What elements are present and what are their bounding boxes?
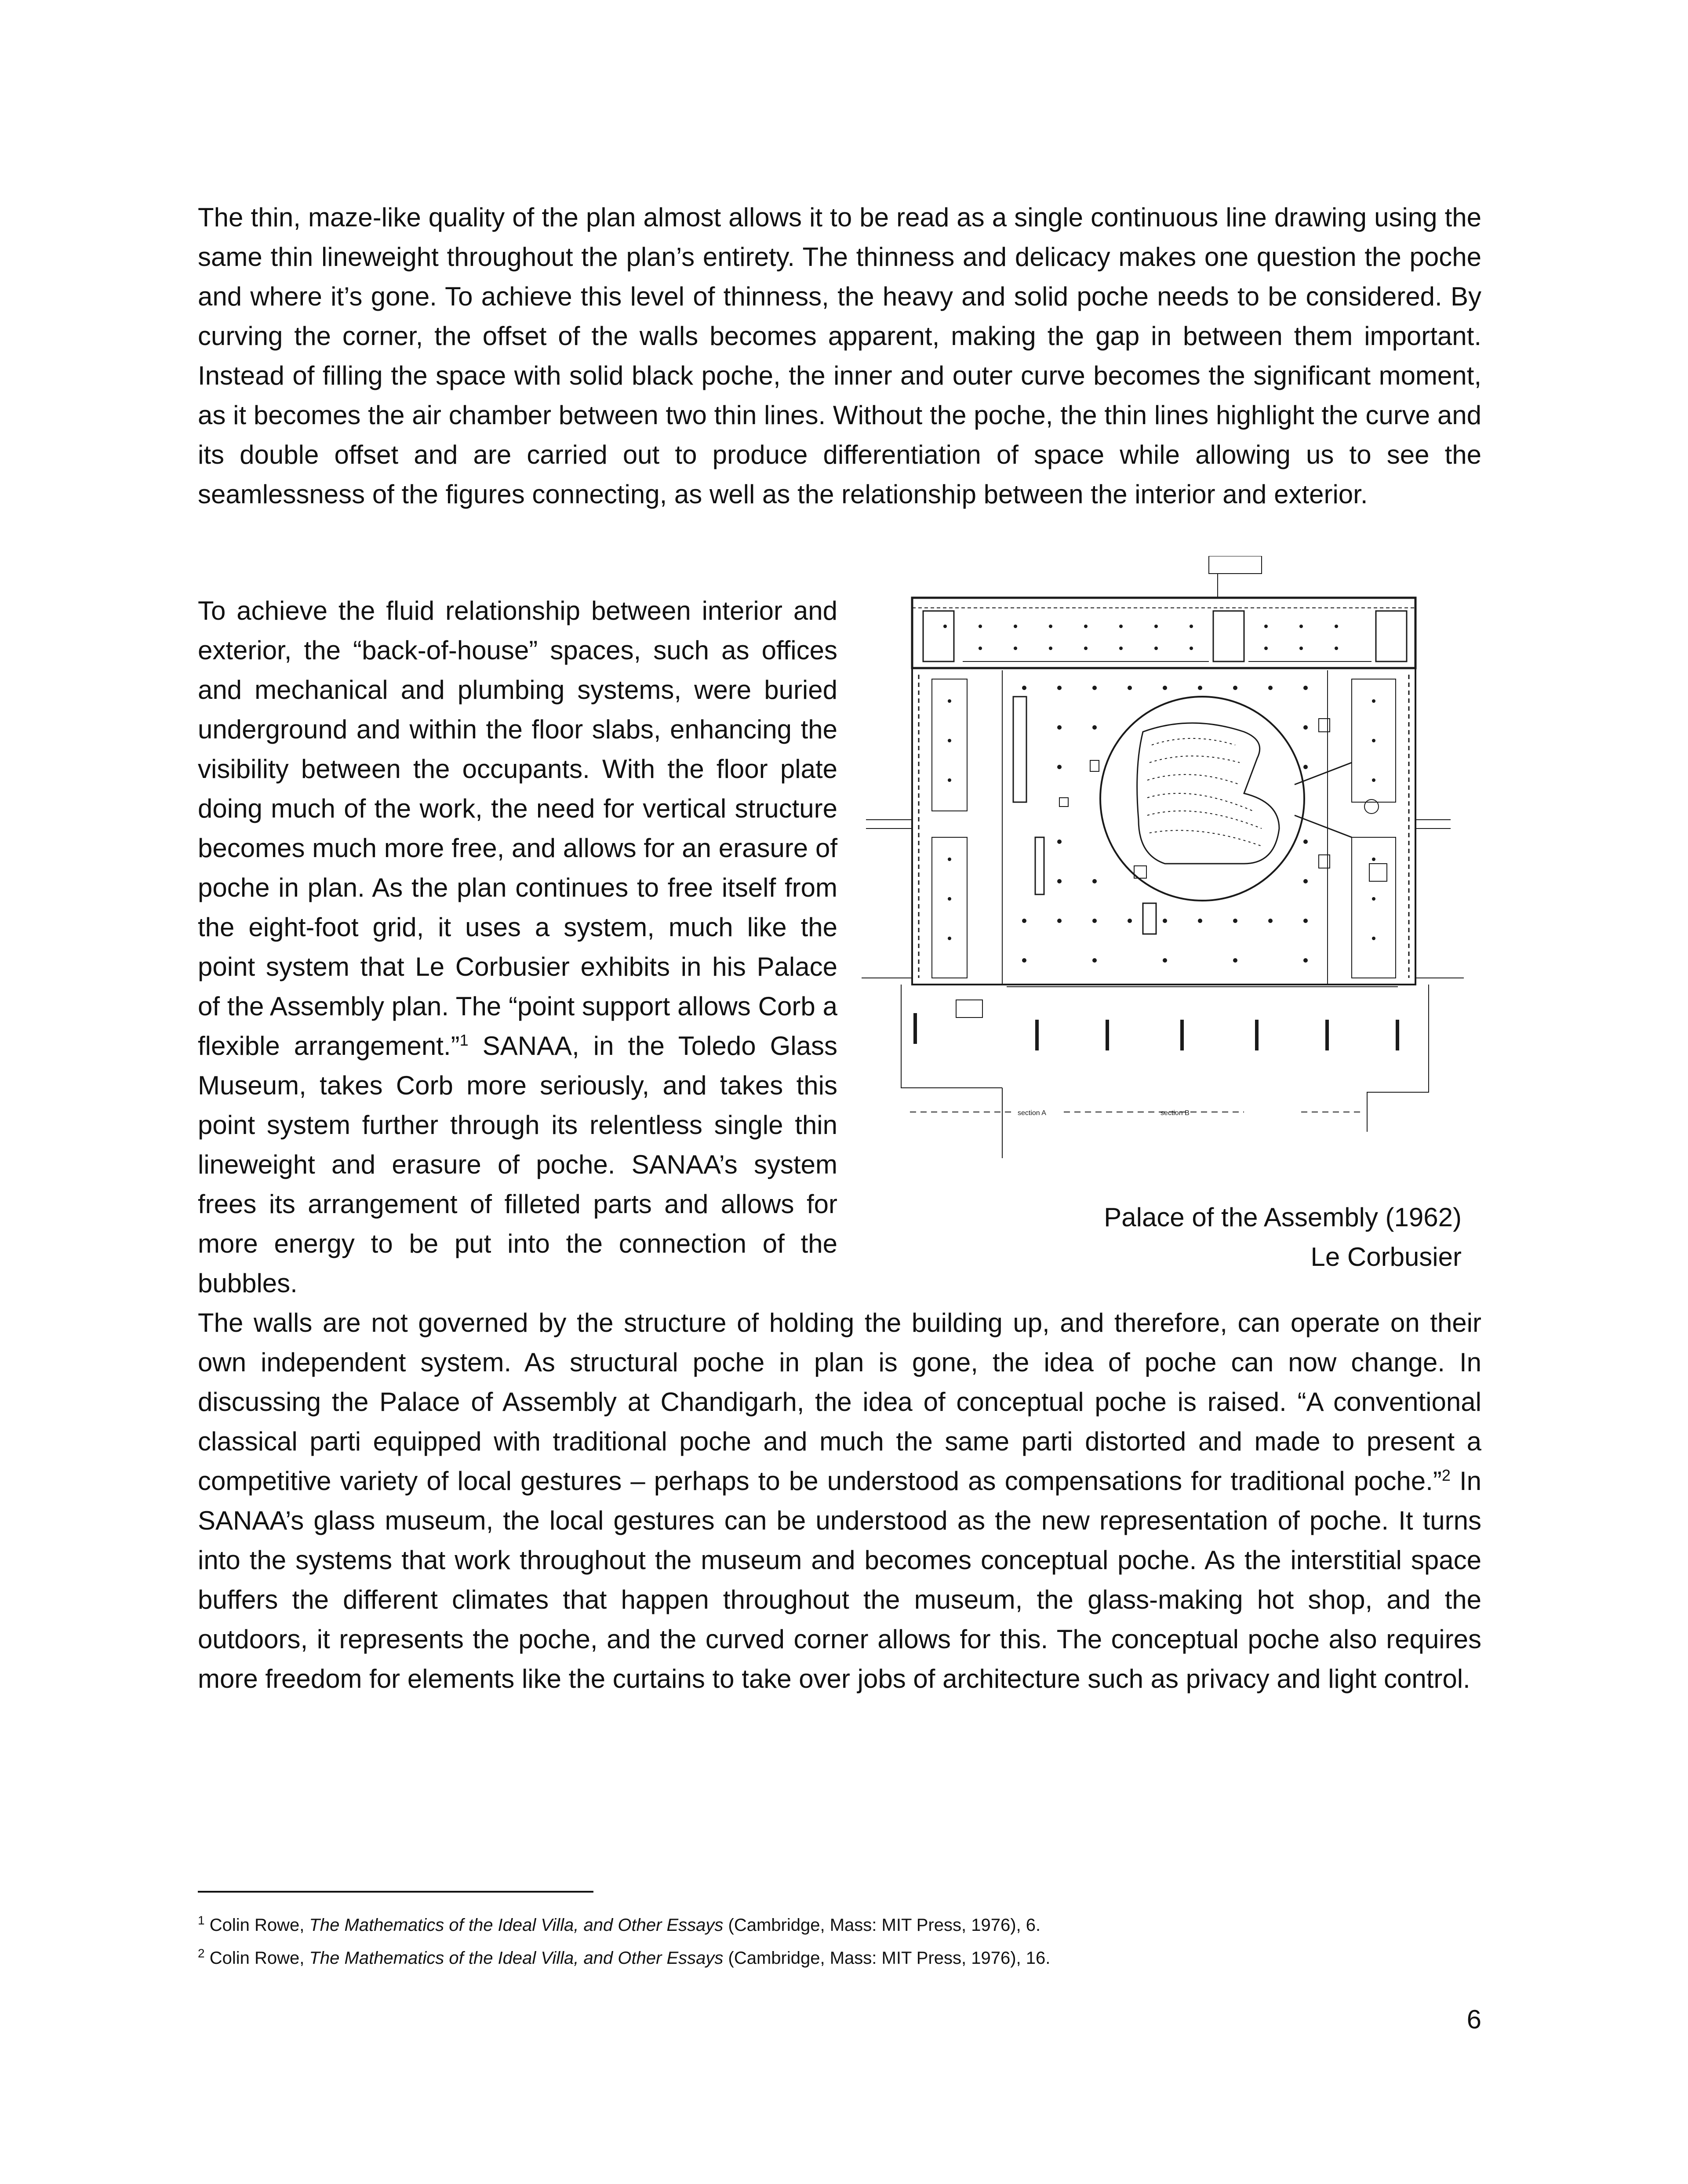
footnote-1-author: Colin Rowe, [209, 1915, 309, 1935]
footnote-reference-1: 1 [459, 1031, 469, 1049]
figure-caption [1046, 1198, 1462, 1277]
footnote-1-number: 1 [198, 1913, 205, 1927]
footnote-2-title: The Mathematics of the Ideal Villa, and Other Essays [309, 1948, 724, 1968]
paragraph-2-column-text-b: SANAA, in the Toledo Glass Museum, takes Corb more seriously, and takes this point system further through its relentless single thin lineweight and erasure of poche. SANAA’s system frees its arrangement of filleted parts and allows for more energy to be put into the connection of the bubbles. [198, 1031, 837, 1298]
body-paragraph-2-full-width [198, 1303, 1481, 1699]
section-b-label: section B [1160, 1109, 1190, 1117]
paragraph-2-full-text-a: The walls are not governed by the structure of holding the building up, and therefore, can operate on their own independent system. As structural poche in plan is gone, the idea of poche can now change. In discussing the Palace of Assembly at Chandigarh, the idea of conceptual poche is raised. “A conventional classical parti equipped with traditional poche and much the same parti distorted and made to present a competitive variety of local gestures – perhaps to be understood as compensations for traditional poche.” [198, 1308, 1481, 1496]
body-paragraph-2-column [198, 591, 837, 1303]
footnote-2-publication: (Cambridge, Mass: MIT Press, 1976), 16. [723, 1948, 1051, 1968]
footnote-2 [198, 1945, 1050, 1971]
floor-plan-figure [857, 556, 1473, 1158]
floor-plan-drawing [857, 556, 1473, 1158]
page-number: 6 [1466, 2005, 1481, 2034]
caption-title: Palace of the Assembly (1962) [1104, 1203, 1462, 1232]
footnote-reference-2: 2 [1441, 1466, 1451, 1484]
body-paragraph-1: The thin, maze-like quality of the plan almost allows it to be read as a single continuous line drawing using the same thin lineweight throughout the plan’s entirety. The thinness and delicacy makes one question the poche and where it’s gone. To achieve this level of thinness, the heavy and solid poche needs to be considered. By curving the corner, the offset of the walls becomes apparent, making the gap in between them important. Instead of filling the space with solid black poche, the inner and outer curve becomes the significant moment, as it becomes the air chamber between two thin lines. Without the poche, the thin lines highlight the curve and its double offset and are carried out to produce differentiation of space while allowing us to see the seamlessness of the figures connecting, as well as the relationship between the interior and exterior. [198, 203, 1481, 509]
footnote-2-author: Colin Rowe, [209, 1948, 309, 1968]
footnote-1 [198, 1912, 1040, 1938]
caption-author: Le Corbusier [1310, 1242, 1462, 1272]
footnote-1-title: The Mathematics of the Ideal Villa, and Other Essays [309, 1915, 724, 1935]
paragraph-2-column-text: To achieve the fluid relationship between interior and exterior, the “back-of-house” spaces, such as offices and mechanical and plumbing systems, were buried underground and within the floor slabs, enhancing the visibility between the occupants. With the floor plate doing much of the work, the need for vertical structure becomes much more free, and allows for an erasure of poche in plan. As the plan continues to free itself from the eight-foot grid, it uses a system, much like the point system that Le Corbusier exhibits in his Palace of the Assembly plan. The “point support allows Corb a flexible arrangement.” [198, 596, 837, 1061]
footnote-separator [198, 1891, 593, 1893]
paragraph-2-full-text-b: In SANAA’s glass museum, the local gestures can be understood as the new representation of poche. It turns into the systems that work throughout the museum and becomes conceptual poche. As the interstitial space buffers the different climates that happen throughout the museum, the glass-making hot shop, and the outdoors, it represents the poche, and the curved corner allows for this. The conceptual poche also requires more freedom for elements like the curtains to take over jobs of architecture such as privacy and light control. [198, 1466, 1482, 1693]
footnote-1-publication: (Cambridge, Mass: MIT Press, 1976), 6. [723, 1915, 1041, 1935]
footnote-2-number: 2 [198, 1946, 205, 1960]
section-a-label: section A [1018, 1109, 1046, 1117]
